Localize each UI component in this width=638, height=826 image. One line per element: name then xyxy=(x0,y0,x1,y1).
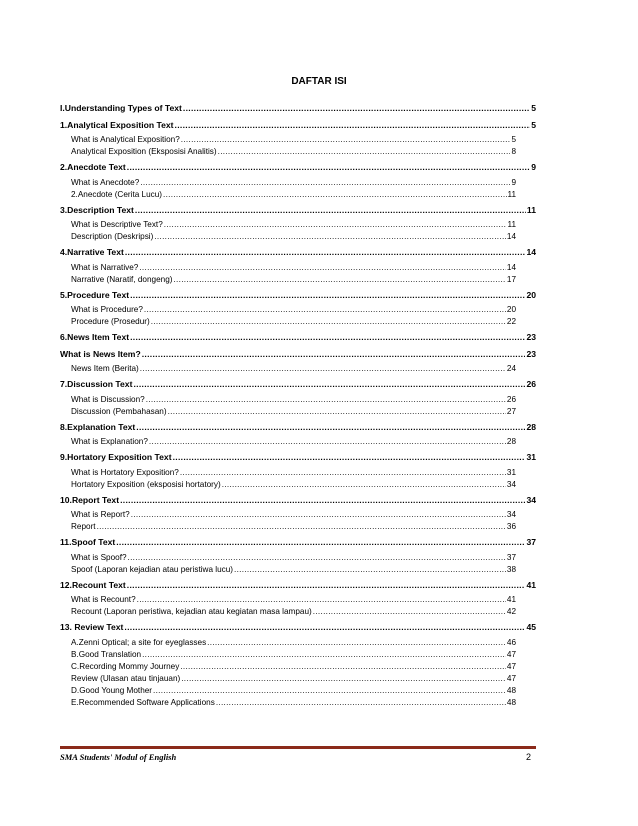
toc-dot-leader xyxy=(130,286,525,303)
toc-entry-label: 2.Anecdote (Cerita Lucu) xyxy=(71,189,163,199)
toc-entry-label: 3.Description Text xyxy=(60,204,134,215)
toc-entry-page: 47 xyxy=(506,649,516,659)
toc-entry-label: News Item (Berita) xyxy=(71,364,139,373)
toc-section-entry[interactable] xyxy=(60,328,536,345)
toc-dot-leader xyxy=(154,230,506,242)
toc-dot-leader xyxy=(137,593,506,605)
toc-entry-label: What is News Item? xyxy=(60,348,141,359)
toc-entry-page: 23 xyxy=(526,332,536,342)
toc-entry-page: 23 xyxy=(526,348,536,359)
toc-entry-label: B.Good Translation xyxy=(71,649,142,659)
footer-divider xyxy=(60,746,536,749)
toc-dot-leader xyxy=(127,576,526,593)
toc-entry-label: 7.Discussion Text xyxy=(60,379,133,389)
toc-subsection-entry[interactable] xyxy=(71,435,516,447)
toc-entry-page: 20 xyxy=(506,305,516,314)
toc-entry-page: 45 xyxy=(526,622,536,632)
toc-dot-leader xyxy=(135,201,526,218)
toc-subsection-entry[interactable] xyxy=(71,218,516,230)
toc-dot-leader xyxy=(97,520,506,532)
toc-section-entry[interactable] xyxy=(60,99,536,116)
toc-entry-page: 24 xyxy=(506,364,516,373)
toc-entry-page: 5 xyxy=(531,119,536,130)
toc-entry-label: What is Discussion? xyxy=(71,394,145,404)
toc-subsection-entry[interactable] xyxy=(71,593,516,605)
toc-dot-leader xyxy=(149,435,506,447)
toc-entry-page: 11 xyxy=(507,189,516,199)
toc-section-entry[interactable] xyxy=(60,158,536,175)
toc-dot-leader xyxy=(140,176,510,188)
toc-dot-leader xyxy=(133,375,525,392)
toc-dot-leader xyxy=(140,362,506,374)
toc-entry-page: 28 xyxy=(526,421,536,432)
toc-entry-page: 11 xyxy=(507,220,516,229)
toc-dot-leader xyxy=(173,273,505,285)
toc-dot-leader xyxy=(183,99,530,116)
toc-entry-page: 28 xyxy=(506,437,516,446)
toc-dot-leader xyxy=(142,345,526,362)
toc-subsection-entry[interactable] xyxy=(71,393,516,405)
toc-entry-label: What is Narrative? xyxy=(71,262,139,272)
toc-entry-page: 31 xyxy=(526,452,536,462)
toc-subsection-entry[interactable] xyxy=(71,508,516,520)
toc-subsection-entry[interactable] xyxy=(71,478,516,490)
toc-entry-label: Narrative (Naratif, dongeng) xyxy=(71,274,173,284)
toc-entry-label: 8.Explanation Text xyxy=(60,421,136,432)
toc-dot-leader xyxy=(124,618,525,635)
toc-entry-label: 12.Recount Text xyxy=(60,579,126,590)
toc-subsection-entry[interactable] xyxy=(71,261,516,273)
toc-entry-label: 9.Hortatory Exposition Text xyxy=(60,452,172,462)
toc-dot-leader xyxy=(144,303,506,315)
toc-section-entry[interactable] xyxy=(60,448,536,465)
toc-dot-leader xyxy=(151,315,506,327)
toc-section-entry[interactable] xyxy=(60,618,536,635)
toc-dot-leader xyxy=(175,116,531,133)
toc-subsection-entry[interactable] xyxy=(71,362,516,374)
toc-entry-label: Discussion (Pembahasan) xyxy=(71,406,167,416)
toc-dot-leader xyxy=(136,418,525,435)
toc-subsection-entry[interactable] xyxy=(71,696,516,708)
toc-entry-label: Recount (Laporan peristiwa, kejadian atau kegiatan masa lampau) xyxy=(71,607,312,616)
toc-section-entry[interactable] xyxy=(60,201,536,218)
toc-entry-page: 22 xyxy=(506,317,516,326)
toc-entry-label: What is Report? xyxy=(71,510,130,519)
toc-subsection-entry[interactable] xyxy=(71,648,516,660)
toc-section-entry[interactable] xyxy=(60,375,536,392)
toc-entry-label: I.Understanding Types of Text xyxy=(60,103,182,113)
toc-section-entry[interactable] xyxy=(60,418,536,435)
toc-entry-page: 27 xyxy=(506,406,516,416)
toc-entry-label: What is Procedure? xyxy=(71,305,143,314)
toc-subsection-entry[interactable] xyxy=(71,672,516,684)
toc-entry-page: 48 xyxy=(506,697,516,707)
toc-entry-label: What is Anecdote? xyxy=(71,177,140,187)
toc-entry-label: E.Recommended Software Applications xyxy=(71,697,215,707)
toc-subsection-entry[interactable] xyxy=(71,636,516,648)
footer-title: SMA Students' Modul of English xyxy=(60,752,177,762)
toc-subsection-entry[interactable] xyxy=(71,188,516,200)
toc-section-entry[interactable] xyxy=(60,533,536,550)
toc-section-entry[interactable] xyxy=(60,491,536,508)
toc-entry-label: 1.Analytical Exposition Text xyxy=(60,119,174,130)
toc-entry-page: 31 xyxy=(506,467,516,477)
toc-entry-page: 41 xyxy=(506,595,516,604)
toc-entry-label: Description (Deskripsi) xyxy=(71,232,154,241)
toc-entry-label: Hortatory Exposition (eksposisi hortatory) xyxy=(71,479,221,489)
toc-subsection-entry[interactable] xyxy=(71,273,516,285)
toc-subsection-entry[interactable] xyxy=(71,315,516,327)
toc-entry-label: 4.Narrative Text xyxy=(60,247,124,257)
toc-entry-page: 5 xyxy=(531,103,536,113)
toc-entry-label: 6.News Item Text xyxy=(60,332,130,342)
table-of-contents xyxy=(60,99,536,708)
toc-dot-leader xyxy=(216,696,506,708)
toc-entry-label: What is Descriptive Text? xyxy=(71,220,163,229)
page-title: DAFTAR ISI xyxy=(291,76,347,87)
toc-dot-leader xyxy=(222,478,506,490)
toc-dot-leader xyxy=(163,188,506,200)
toc-subsection-entry[interactable] xyxy=(71,145,516,157)
toc-entry-label: What is Recount? xyxy=(71,595,136,604)
toc-subsection-entry[interactable] xyxy=(71,605,516,617)
toc-subsection-entry[interactable] xyxy=(71,563,516,575)
toc-entry-page: 8 xyxy=(511,147,516,156)
toc-dot-leader xyxy=(180,466,506,478)
toc-entry-page: 14 xyxy=(506,232,516,241)
toc-subsection-entry[interactable] xyxy=(71,660,516,672)
toc-entry-page: 47 xyxy=(506,661,516,671)
toc-entry-label: A.Zenni Optical; a site for eyeglasses xyxy=(71,637,207,647)
toc-dot-leader xyxy=(234,563,506,575)
toc-entry-label: What is Analytical Exposition? xyxy=(71,135,180,144)
toc-dot-leader xyxy=(127,158,530,175)
toc-entry-page: 37 xyxy=(506,552,516,562)
toc-dot-leader xyxy=(168,405,506,417)
toc-entry-label: Procedure (Prosedur) xyxy=(71,317,150,326)
toc-entry-page: 9 xyxy=(531,162,536,172)
toc-entry-page: 46 xyxy=(506,637,516,647)
toc-subsection-entry[interactable] xyxy=(71,133,516,145)
toc-entry-page: 42 xyxy=(506,607,516,616)
toc-entry-label: 5.Procedure Text xyxy=(60,289,130,300)
toc-subsection-entry[interactable] xyxy=(71,405,516,417)
toc-entry-page: 34 xyxy=(526,494,536,505)
toc-dot-leader xyxy=(142,648,506,660)
toc-entry-page: 11 xyxy=(526,204,536,215)
toc-entry-label: 11.Spoof Text xyxy=(60,537,116,547)
toc-dot-leader xyxy=(180,660,506,672)
toc-subsection-entry[interactable] xyxy=(71,551,516,563)
toc-dot-leader xyxy=(173,448,526,465)
toc-entry-page: 5 xyxy=(511,135,516,144)
toc-entry-page: 34 xyxy=(506,479,516,489)
toc-subsection-entry[interactable] xyxy=(71,466,516,478)
toc-dot-leader xyxy=(131,508,506,520)
toc-subsection-entry[interactable] xyxy=(71,303,516,315)
toc-entry-page: 17 xyxy=(506,274,516,284)
toc-dot-leader xyxy=(116,533,525,550)
toc-entry-label: What is Spoof? xyxy=(71,552,127,562)
toc-section-entry[interactable] xyxy=(60,286,536,303)
toc-entry-page: 14 xyxy=(506,262,516,272)
toc-subsection-entry[interactable] xyxy=(71,230,516,242)
toc-entry-page: 41 xyxy=(526,579,536,590)
toc-entry-page: 34 xyxy=(506,510,516,519)
toc-entry-page: 20 xyxy=(526,289,536,300)
toc-entry-page: 36 xyxy=(506,522,516,531)
toc-entry-page: 47 xyxy=(506,673,516,683)
toc-entry-label: What is Explanation? xyxy=(71,437,148,446)
toc-entry-page: 14 xyxy=(526,247,536,257)
toc-subsection-entry[interactable] xyxy=(71,520,516,532)
toc-entry-label: D.Good Young Mother xyxy=(71,685,153,695)
toc-dot-leader xyxy=(130,328,525,345)
toc-section-entry[interactable] xyxy=(60,116,536,133)
toc-dot-leader xyxy=(120,491,525,508)
toc-dot-leader xyxy=(218,145,511,157)
toc-dot-leader xyxy=(153,684,506,696)
toc-entry-label: 2.Anecdote Text xyxy=(60,162,126,172)
toc-entry-page: 38 xyxy=(506,564,516,574)
toc-subsection-entry[interactable] xyxy=(71,176,516,188)
toc-dot-leader xyxy=(313,605,506,617)
toc-dot-leader xyxy=(164,218,507,230)
page-number: 2 xyxy=(526,752,532,762)
toc-entry-label: 10.Report Text xyxy=(60,494,120,505)
toc-dot-leader xyxy=(207,636,506,648)
toc-entry-page: 26 xyxy=(506,394,516,404)
toc-section-entry[interactable] xyxy=(60,576,536,593)
toc-dot-leader xyxy=(146,393,506,405)
toc-entry-label: C.Recording Mommy Journey xyxy=(71,661,180,671)
toc-entry-page: 26 xyxy=(526,379,536,389)
toc-section-entry[interactable] xyxy=(60,243,536,260)
toc-entry-label: Review (Ulasan atau tinjauan) xyxy=(71,673,181,683)
toc-dot-leader xyxy=(139,261,506,273)
toc-subsection-entry[interactable] xyxy=(71,684,516,696)
toc-dot-leader xyxy=(125,243,526,260)
toc-entry-label: Analytical Exposition (Eksposisi Analitis) xyxy=(71,147,217,156)
toc-section-entry[interactable] xyxy=(60,345,536,362)
toc-dot-leader xyxy=(181,672,506,684)
toc-entry-page: 37 xyxy=(526,537,536,547)
toc-entry-label: 13. Review Text xyxy=(60,622,124,632)
toc-entry-page: 48 xyxy=(506,685,516,695)
toc-entry-label: Spoof (Laporan kejadian atau peristiwa lucu) xyxy=(71,564,234,574)
toc-entry-page: 9 xyxy=(511,177,516,187)
toc-entry-label: What is Hortatory Exposition? xyxy=(71,467,179,477)
toc-entry-label: Report xyxy=(71,522,96,531)
toc-dot-leader xyxy=(181,133,511,145)
toc-dot-leader xyxy=(128,551,506,563)
